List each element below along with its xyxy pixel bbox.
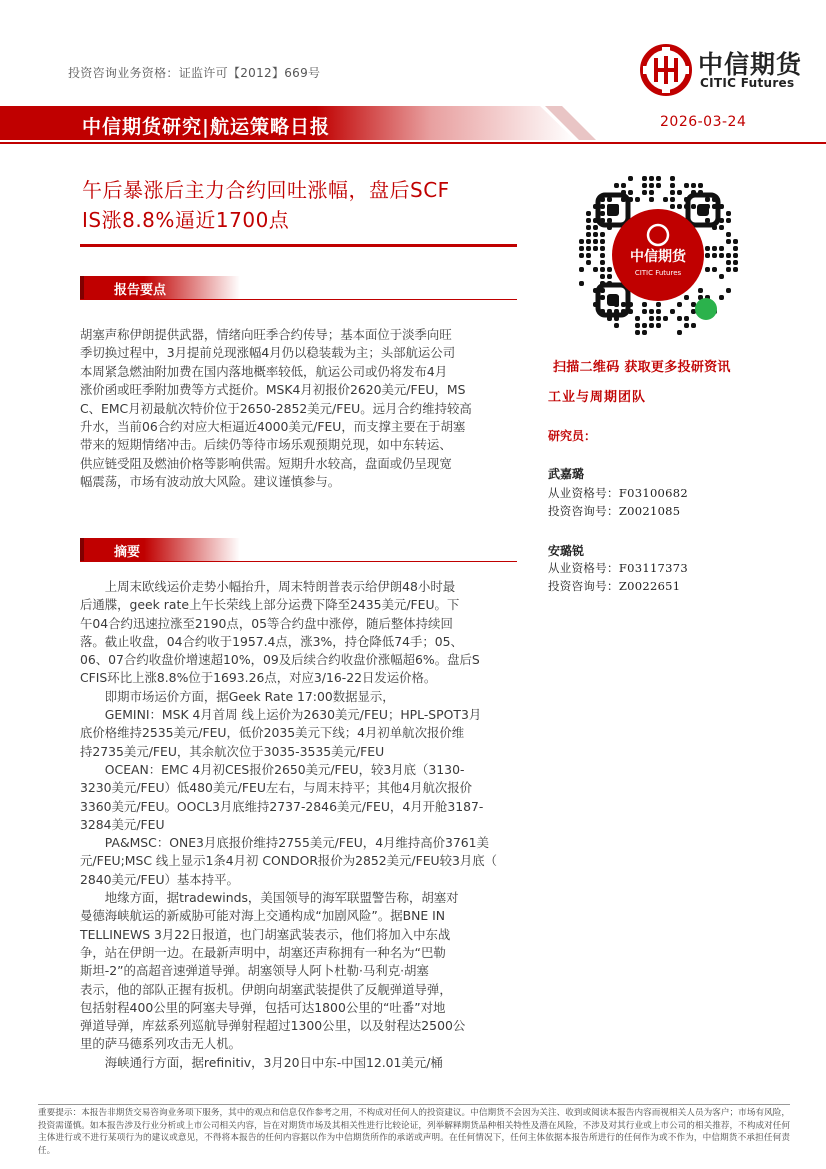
summary-line: 胡塞声称伊朗提供武器，情绪向旺季合约传导；基本面位于淡季向旺 <box>80 327 452 342</box>
logo-text-cn: 中信期货 <box>698 50 803 79</box>
abstract-line: CFIS环比上涨8.8%位于1693.26点，对应3/16-22日发运价格。 <box>80 670 437 686</box>
abstract-line: 海峡通行方面，据refinitiv，3月20日中东-中国12.01美元/桶 <box>104 1054 443 1070</box>
abstract-label: 摘要 <box>114 545 141 560</box>
abstract-line: 表示，他的部队正握有扳机。伊朗向胡塞武装提供了反舰弹道导弹， <box>80 981 452 997</box>
analyst-practice-id: 从业资格号：F03117373 <box>548 561 689 575</box>
summary-line: 带来的短期情绪冲击。后续仍等待市场乐观预期兑现，如中东转运、 <box>80 437 452 453</box>
abstract-line: 底价格维持2535美元/FEU，低价2035美元下线；4月初单航次报价维 <box>80 725 465 741</box>
abstract-line: 包括射程400公里的阿塞夫导弹，包括可达1800公里的“吐番”对地 <box>80 999 446 1015</box>
abstract-line: 3284美元/FEU <box>80 816 165 832</box>
abstract-line: 午04合约迅速拉涨至2190点，05等合约盘中涨停，随后整体持续回 <box>80 615 453 631</box>
abstract-text <box>80 578 520 1072</box>
abstract-line: TELLINEWS 3月22日报道，也门胡塞武装表示，他们将加入中东战 <box>80 926 451 942</box>
key-points-label: 报告要点 <box>114 283 167 298</box>
license-statement: 投资咨询业务资格：证监许可【2012】669号 <box>68 66 321 80</box>
abstract-line: 落。截止收盘，04合约收于1957.4点，涨3%，持仓降低74手；05、 <box>80 633 463 649</box>
summary-line: C、EMC月初最航次特价位于2650-2852美元/FEU。远月合约维持较高 <box>80 400 472 416</box>
summary-line: 升水，当前06合约对应大柜逼近4000美元/FEU，而支撑主要在于胡塞 <box>80 419 466 435</box>
abstract-line: 上周末欧线运价走势小幅抬升，周末特朗普表示给伊朗48小时最 <box>104 579 456 594</box>
abstract-header <box>80 538 517 562</box>
disclaimer: 重要提示：本报告非期货交易咨询业务项下服务，其中的观点和信息仅作参考之用，不构成对任何人的投资建议。中信期货不会因为关注、收到或阅读本报告内容而视相关人员为客户；市场有风险，投资需谨慎。如本报告涉及行业分析或上市公司相关内容，旨在对期货市场及其相关性进行比较论证，列举解释期货品种相关特性及潜在风险，不涉及对其行业或上市公司的相关推荐，不构成对任何主体进行或不进行某项行为的建议或意见，不得将本报告的任何内容据以作为中信期货所作的承诺或声明。在任何情况下，任何主体依据本报告所进行的任何作为或不作为，中信期货不承担任何责任。 <box>38 1108 790 1156</box>
abstract-line: PA&MSC：ONE3月底报价维持2755美元/FEU，4月维持高价3761美 <box>104 835 489 851</box>
banner-title: 中信期货研究|航运策略日报 <box>82 116 330 138</box>
qr-code[interactable] <box>568 165 748 345</box>
analyst-consult-id: 投资咨询号：Z0022651 <box>548 579 681 593</box>
qr-center-subtext: CITIC Futures <box>634 269 682 277</box>
abstract-line: OCEAN：EMC 4月初CES报价2650美元/FEU，较3月底（3130- <box>104 761 465 777</box>
abstract-line: 持2735美元/FEU，其余航次位于3035-3535美元/FEU <box>80 743 385 759</box>
summary-line: 幅震荡，市场有波动放大风险。建议谨慎参与。 <box>80 474 341 490</box>
qr-caption: 扫描二维码 获取更多投研资讯 <box>553 360 731 375</box>
abstract-line: 斯坦-2”的高超音速弹道导弹。胡塞领导人阿卜杜勒·马利克·胡塞 <box>80 963 429 979</box>
abstract-line: 曼德海峡航运的新威胁可能对海上交通构成“加剧风险”。据BNE IN <box>80 908 446 924</box>
abstract-line: 3360美元/FEU。OOCL3月底维持2737-2846美元/FEU，4月开舱3187- <box>80 798 484 814</box>
abstract-line: 争，站在伊朗一边。在最新声明中，胡塞还声称拥有一种名为“巴勒 <box>80 944 446 960</box>
abstract-line: 弹道导弹，库兹系列巡航导弹射程超过1300公里，以及射程达2500公 <box>80 1018 466 1034</box>
analyst-name: 安璐锐 <box>548 544 585 558</box>
abstract-line: 3230美元/FEU）低480美元/FEU左右，与周末持平；其他4月航次报价 <box>80 780 473 796</box>
researcher-label: 研究员： <box>548 429 597 443</box>
abstract-line: 里的萨马德系列攻击无人机。 <box>80 1036 242 1052</box>
summary-line: 涨价函或旺季附加费等方式挺价。MSK4月初报价2620美元/FEU，MS <box>80 382 466 398</box>
qr-center-text: 中信期货 <box>630 249 686 265</box>
footer-divider <box>38 1104 790 1105</box>
abstract-line: 06、07合约收盘价增速超10%，09及后续合约收盘价涨幅超6%。盘后S <box>80 652 480 668</box>
title-divider <box>80 244 517 247</box>
logo-text-en: CITIC Futures <box>700 76 795 90</box>
abstract-line: 2840美元/FEU）基本持平。 <box>80 871 239 887</box>
analyst-consult-id: 投资咨询号：Z0021085 <box>548 504 681 518</box>
summary-line: 季切换过程中，3月提前兑现涨幅4月仍以稳装载为主；头部航运公司 <box>80 345 456 361</box>
report-title-line-1: 午后暴涨后主力合约回吐涨幅，盘后SCF <box>82 178 450 202</box>
report-title-line-2: IS涨8.8%逼近1700点 <box>82 208 290 232</box>
abstract-line: 地缘方面，据tradewinds，美国领导的海军联盟警告称，胡塞对 <box>104 890 459 906</box>
mini-program-icon <box>695 298 717 320</box>
key-points-header <box>80 276 517 300</box>
key-points-text <box>80 326 520 492</box>
summary-line: 本周紧急燃油附加费在国内落地概率较低，航运公司或仍将发布4月 <box>80 363 448 379</box>
analyst-name: 武嘉璐 <box>548 467 585 481</box>
company-logo <box>640 42 810 98</box>
summary-line: 供应链受阻及燃油价格等影响供需。短期升水较高，盘面或仍呈现宽 <box>80 455 452 471</box>
report-title <box>82 175 522 235</box>
team-name: 工业与周期团队 <box>548 390 647 405</box>
abstract-line: 元/FEU;MSC 线上显示1条4月初 CONDOR报价为2852美元/FEU较3月底（ <box>80 853 498 869</box>
report-date: 2026-03-24 <box>660 114 747 130</box>
analyst-practice-id: 从业资格号：F03100682 <box>548 486 689 500</box>
abstract-line: 即期市场运价方面，据Geek Rate 17:00数据显示， <box>104 688 395 704</box>
citic-emblem-icon <box>640 44 692 96</box>
abstract-line: GEMINI：MSK 4月首周 线上运价为2630美元/FEU；HPL-SPOT3月 <box>104 707 482 723</box>
abstract-line: 后通牒，geek rate上午长荣线上部分运费下降至2435美元/FEU。下 <box>80 597 460 613</box>
